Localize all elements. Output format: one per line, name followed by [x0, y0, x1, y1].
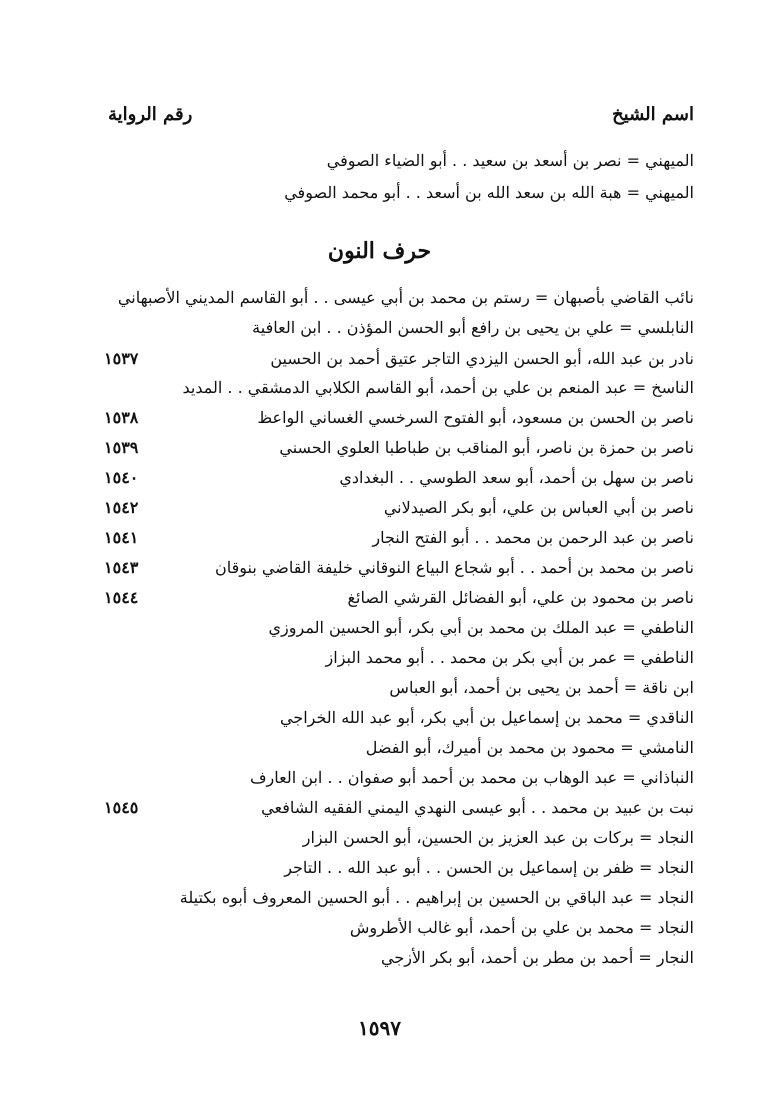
entry-text: النجاد = بركات بن عبد العزيز بن الحسين، أبو الحسن البزار — [302, 828, 694, 847]
narration-number: ١٥٣٨ — [104, 408, 139, 427]
header-narration-number: رقم الرواية — [108, 104, 193, 125]
section-title: حرف النون — [327, 238, 432, 264]
narration-number: ١٥٣٩ — [104, 438, 139, 457]
entry-text: النامشي = محمود بن محمد بن أميرك، أبو الفضل — [365, 738, 694, 757]
narration-number: ١٥٤٣ — [104, 558, 139, 577]
preface-entry: الميهني = هبة الله بن سعد الله بن أسعد . . أبو محمد الصوفي — [284, 183, 694, 202]
entry-text: النجاد = ظفر بن إسماعيل بن الحسن . . أبو عبد الله . . التاجر — [284, 858, 694, 877]
narration-number: ١٥٤١ — [104, 528, 139, 547]
page-number: ١٥٩٧ — [358, 1016, 401, 1040]
entry-text: ناصر بن سهل بن أحمد، أبو سعد الطوسي . . البغدادي — [339, 468, 694, 487]
entry-text: النجاد = محمد بن علي بن أحمد، أبو غالب الأطروش — [349, 918, 694, 937]
header-sheikh-name: اسم الشيخ — [612, 104, 694, 125]
entry-text: نادر بن عبد الله، أبو الحسن اليزدي التاجر عتيق أحمد بن الحسين — [270, 349, 694, 368]
narration-number: ١٥٤٥ — [104, 798, 139, 817]
entry-text: ناصر بن حمزة بن ناصر، أبو المناقب بن طباطبا العلوي الحسني — [279, 438, 694, 457]
entry-text: ناصر بن محمود بن علي، أبو الفضائل القرشي الصائغ — [347, 588, 694, 607]
entry-text: ابن ناقة = أحمد بن يحيى بن أحمد، أبو العباس — [389, 678, 694, 697]
entry-text: الناقدي = محمد بن إسماعيل بن أبي بكر، أبو عبد الله الخراجي — [279, 708, 694, 727]
entry-text: ناصر بن أبي العباس بن علي، أبو بكر الصيدلاني — [383, 498, 694, 517]
narration-number: ١٥٤٤ — [104, 588, 139, 607]
entry-text: الناطفي = عمر بن أبي بكر بن محمد . . أبو محمد البزاز — [325, 648, 694, 667]
narration-number: ١٥٤٠ — [104, 468, 139, 487]
entry-text: نبت بن عبيد بن محمد . . أبو عيسى النهدي اليمني الفقيه الشافعي — [261, 798, 694, 817]
narration-number: ١٥٤٢ — [104, 498, 139, 517]
entry-text: نائب القاضي بأصبهان = رستم بن محمد بن أبي عيسى . . أبو القاسم المديني الأصبهاني — [117, 288, 694, 307]
preface-entry: الميهني = نصر بن أسعد بن سعيد . . أبو الضياء الصوفي — [326, 151, 694, 170]
narration-number: ١٥٣٧ — [104, 349, 139, 368]
entry-text: ناصر بن عبد الرحمن بن محمد . . أبو الفتح النجار — [372, 528, 694, 547]
entry-text: ناصر بن محمد بن أحمد . . أبو شجاع البياع النوقاني خليفة القاضي بنوقان — [215, 558, 694, 577]
entry-text: النجار = أحمد بن مطر بن أحمد، أبو بكر الأزجي — [381, 948, 694, 967]
entry-text: الناسخ = عبد المنعم بن علي بن أحمد، أبو القاسم الكلابي الدمشقي . . المديد — [182, 378, 694, 397]
entry-text: النجاد = عبد الباقي بن الحسين بن إبراهيم . . أبو الحسين المعروف أبوه بكتيلة — [179, 888, 694, 907]
entry-text: النابلسي = علي بن يحيى بن رافع أبو الحسن المؤذن . . ابن العافية — [252, 318, 694, 337]
entry-text: النباذاني = عبد الوهاب بن محمد بن أحمد أبو صفوان . . ابن العارف — [249, 768, 694, 787]
entry-text: الناطفي = عبد الملك بن محمد بن أبي بكر، أبو الحسين المروزي — [268, 618, 694, 637]
entry-text: ناصر بن الحسن بن مسعود، أبو الفتوح السرخسي الغساني الواعظ — [257, 408, 694, 427]
